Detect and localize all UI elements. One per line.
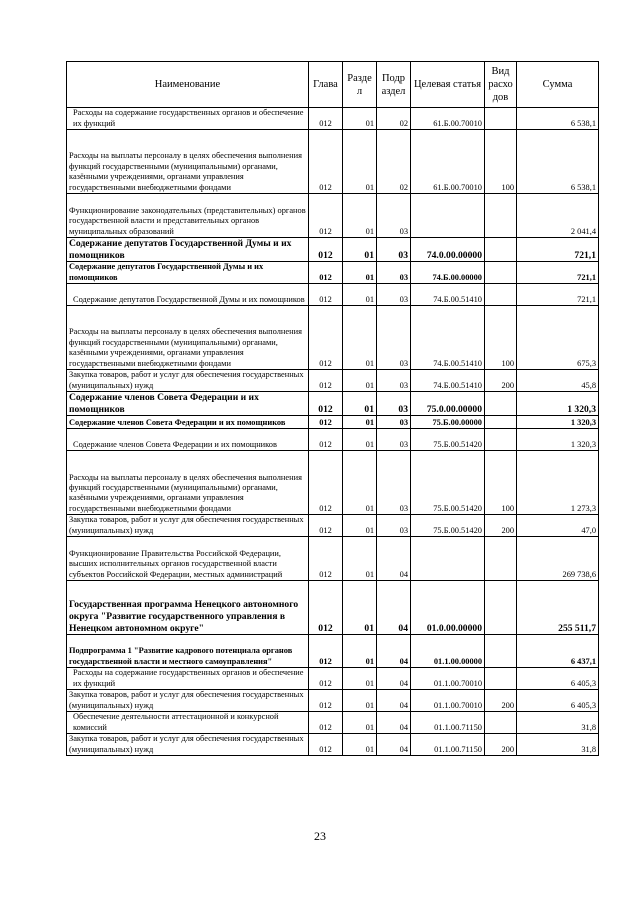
row-glava-cell: 012: [309, 392, 343, 416]
row-vid-cell: [485, 712, 517, 734]
row-name-cell: Подпрограмма 1 "Развитие кадрового потенциала органов государственной власти и местного самоуправления": [67, 635, 309, 668]
table-row: [67, 284, 599, 306]
row-podrazdel-cell: 03: [377, 306, 411, 370]
row-target-cell: 74.Б.00.51410: [411, 370, 485, 392]
row-glava-cell: 012: [309, 238, 343, 262]
row-sum-cell: 6 405,3: [517, 690, 599, 712]
row-target-cell: 75.0.00.00000: [411, 392, 485, 416]
row-glava-cell: 012: [309, 284, 343, 306]
row-target-cell: 74.0.00.00000: [411, 238, 485, 262]
row-vid-cell: [485, 416, 517, 429]
row-name-cell: Закупка товаров, работ и услуг для обеспечения государственных (муниципальных) нужд: [67, 734, 309, 756]
row-name-cell: Содержание депутатов Государственной Думы и их помощников: [67, 284, 309, 306]
row-podrazdel-cell: 03: [377, 194, 411, 238]
row-glava-cell: 012: [309, 130, 343, 194]
row-target-cell: 74.Б.00.00000: [411, 262, 485, 284]
table-row: [67, 668, 599, 690]
budget-table: [66, 61, 599, 756]
row-target-cell: 75.Б.00.51420: [411, 515, 485, 537]
table-row: [67, 581, 599, 635]
row-target-cell: 74.Б.00.51410: [411, 306, 485, 370]
row-target-cell: 75.Б.00.00000: [411, 416, 485, 429]
row-podrazdel-cell: 04: [377, 734, 411, 756]
row-vid-cell: 200: [485, 370, 517, 392]
row-vid-cell: [485, 262, 517, 284]
row-sum-cell: 47,0: [517, 515, 599, 537]
row-razdel-cell: 01: [343, 515, 377, 537]
row-vid-cell: [485, 238, 517, 262]
row-podrazdel-cell: 03: [377, 238, 411, 262]
row-sum-cell: 1 320,3: [517, 429, 599, 451]
row-target-cell: 01.1.00.71150: [411, 734, 485, 756]
header-podrazdel: Подр аздел: [377, 62, 411, 108]
row-podrazdel-cell: 02: [377, 130, 411, 194]
row-sum-cell: 2 041,4: [517, 194, 599, 238]
row-name-cell: Обеспечение деятельности аттестационной и конкурсной комиссий: [67, 712, 309, 734]
row-podrazdel-cell: 04: [377, 712, 411, 734]
row-glava-cell: 012: [309, 734, 343, 756]
row-sum-cell: 6 538,1: [517, 108, 599, 130]
row-sum-cell: 269 738,6: [517, 537, 599, 581]
row-podrazdel-cell: 03: [377, 416, 411, 429]
row-sum-cell: 6 405,3: [517, 668, 599, 690]
row-glava-cell: 012: [309, 712, 343, 734]
row-sum-cell: 45,8: [517, 370, 599, 392]
header-glava: Глава: [309, 62, 343, 108]
table-row: [67, 130, 599, 194]
row-sum-cell: 6 538,1: [517, 130, 599, 194]
row-sum-cell: 31,8: [517, 712, 599, 734]
row-podrazdel-cell: 03: [377, 429, 411, 451]
row-vid-cell: 200: [485, 515, 517, 537]
row-podrazdel-cell: 04: [377, 635, 411, 668]
row-glava-cell: 012: [309, 690, 343, 712]
table-row: [67, 451, 599, 515]
row-glava-cell: 012: [309, 370, 343, 392]
row-razdel-cell: 01: [343, 262, 377, 284]
row-target-cell: 01.1.00.00000: [411, 635, 485, 668]
row-target-cell: [411, 194, 485, 238]
row-podrazdel-cell: 03: [377, 370, 411, 392]
row-target-cell: 61.Б.00.70010: [411, 108, 485, 130]
row-target-cell: 61.Б.00.70010: [411, 130, 485, 194]
table-row: [67, 238, 599, 262]
row-razdel-cell: 01: [343, 581, 377, 635]
row-vid-cell: [485, 537, 517, 581]
row-vid-cell: 200: [485, 690, 517, 712]
row-vid-cell: [485, 581, 517, 635]
row-target-cell: 75.Б.00.51420: [411, 429, 485, 451]
row-sum-cell: 1 320,3: [517, 416, 599, 429]
row-glava-cell: 012: [309, 451, 343, 515]
row-razdel-cell: 01: [343, 238, 377, 262]
row-glava-cell: 012: [309, 262, 343, 284]
row-name-cell: Расходы на содержание государственных органов и обеспечение их функций: [67, 668, 309, 690]
table-row: [67, 416, 599, 429]
row-sum-cell: 31,8: [517, 734, 599, 756]
row-razdel-cell: 01: [343, 734, 377, 756]
row-razdel-cell: 01: [343, 537, 377, 581]
row-podrazdel-cell: 03: [377, 284, 411, 306]
row-vid-cell: [485, 108, 517, 130]
row-target-cell: 01.1.00.70010: [411, 668, 485, 690]
row-glava-cell: 012: [309, 537, 343, 581]
row-razdel-cell: 01: [343, 451, 377, 515]
header-razdel: Разде л: [343, 62, 377, 108]
row-vid-cell: [485, 392, 517, 416]
row-vid-cell: [485, 635, 517, 668]
row-sum-cell: 255 511,7: [517, 581, 599, 635]
row-podrazdel-cell: 02: [377, 108, 411, 130]
row-name-cell: Функционирование законодательных (представительных) органов государственной власти и представительных органов муниципальных образований: [67, 194, 309, 238]
row-name-cell: Расходы на выплаты персоналу в целях обеспечения выполнения функций государственными (муниципальными) органами, казёнными учреждениями, органами управления государственными внебюджетными фондами: [67, 306, 309, 370]
row-target-cell: [411, 537, 485, 581]
row-razdel-cell: 01: [343, 690, 377, 712]
row-glava-cell: 012: [309, 581, 343, 635]
table-row: [67, 306, 599, 370]
row-razdel-cell: 01: [343, 130, 377, 194]
row-razdel-cell: 01: [343, 429, 377, 451]
row-name-cell: Государственная программа Ненецкого автономного округа "Развитие государственного управления в Ненецком автономном округе": [67, 581, 309, 635]
table-row: [67, 429, 599, 451]
row-glava-cell: 012: [309, 429, 343, 451]
row-sum-cell: 721,1: [517, 238, 599, 262]
row-name-cell: Расходы на содержание государственных органов и обеспечение их функций: [67, 108, 309, 130]
row-podrazdel-cell: 04: [377, 690, 411, 712]
row-name-cell: Расходы на выплаты персоналу в целях обеспечения выполнения функций государственными (муниципальными) органами, казёнными учреждениями, органами управления государственными внебюджетными фондами: [67, 130, 309, 194]
row-razdel-cell: 01: [343, 668, 377, 690]
table-row: [67, 537, 599, 581]
row-podrazdel-cell: 04: [377, 581, 411, 635]
row-podrazdel-cell: 03: [377, 515, 411, 537]
row-glava-cell: 012: [309, 108, 343, 130]
header-sum: Сумма: [517, 62, 599, 108]
row-vid-cell: 100: [485, 130, 517, 194]
page-number: 23: [314, 829, 326, 843]
row-glava-cell: 012: [309, 515, 343, 537]
table-row: [67, 734, 599, 756]
row-vid-cell: [485, 284, 517, 306]
row-razdel-cell: 01: [343, 712, 377, 734]
row-razdel-cell: 01: [343, 416, 377, 429]
row-name-cell: Закупка товаров, работ и услуг для обеспечения государственных (муниципальных) нужд: [67, 370, 309, 392]
table-row: [67, 370, 599, 392]
row-name-cell: Функционирование Правительства Российской Федерации, высших исполнительных органов государственной власти субъектов Российской Федерации, местных администраций: [67, 537, 309, 581]
row-razdel-cell: 01: [343, 635, 377, 668]
row-razdel-cell: 01: [343, 306, 377, 370]
header-target: Целевая статья: [411, 62, 485, 108]
table-row: [67, 635, 599, 668]
table-row: [67, 712, 599, 734]
row-razdel-cell: 01: [343, 108, 377, 130]
row-target-cell: 01.1.00.70010: [411, 690, 485, 712]
row-sum-cell: 675,3: [517, 306, 599, 370]
header-name: Наименование: [67, 62, 309, 108]
row-target-cell: 01.1.00.71150: [411, 712, 485, 734]
row-podrazdel-cell: 04: [377, 537, 411, 581]
row-vid-cell: [485, 668, 517, 690]
row-vid-cell: 200: [485, 734, 517, 756]
row-podrazdel-cell: 04: [377, 668, 411, 690]
row-glava-cell: 012: [309, 635, 343, 668]
row-target-cell: 74.Б.00.51410: [411, 284, 485, 306]
table-row: [67, 515, 599, 537]
row-vid-cell: [485, 194, 517, 238]
row-podrazdel-cell: 03: [377, 392, 411, 416]
row-glava-cell: 012: [309, 194, 343, 238]
row-vid-cell: [485, 429, 517, 451]
row-target-cell: 01.0.00.00000: [411, 581, 485, 635]
table-row: [67, 108, 599, 130]
table-row: [67, 392, 599, 416]
row-name-cell: Содержание членов Совета Федерации и их помощников: [67, 429, 309, 451]
row-name-cell: Содержание депутатов Государственной Думы и их помощников: [67, 262, 309, 284]
row-sum-cell: 721,1: [517, 262, 599, 284]
row-name-cell: Содержание членов Совета Федерации и их помощников: [67, 392, 309, 416]
header-vid: Вид расхо дов: [485, 62, 517, 108]
row-name-cell: Содержание членов Совета Федерации и их помощников: [67, 416, 309, 429]
row-sum-cell: 6 437,1: [517, 635, 599, 668]
row-sum-cell: 721,1: [517, 284, 599, 306]
row-vid-cell: 100: [485, 451, 517, 515]
row-razdel-cell: 01: [343, 284, 377, 306]
row-razdel-cell: 01: [343, 392, 377, 416]
row-name-cell: Закупка товаров, работ и услуг для обеспечения государственных (муниципальных) нужд: [67, 515, 309, 537]
row-glava-cell: 012: [309, 668, 343, 690]
row-razdel-cell: 01: [343, 194, 377, 238]
table-row: [67, 690, 599, 712]
table-row: [67, 194, 599, 238]
row-target-cell: 75.Б.00.51420: [411, 451, 485, 515]
row-name-cell: Содержание депутатов Государственной Думы и их помощников: [67, 238, 309, 262]
row-vid-cell: 100: [485, 306, 517, 370]
row-razdel-cell: 01: [343, 370, 377, 392]
row-name-cell: Расходы на выплаты персоналу в целях обеспечения выполнения функций государственными (муниципальными) органами, казёнными учреждениями, органами управления государственными внебюджетными фондами: [67, 451, 309, 515]
row-glava-cell: 012: [309, 416, 343, 429]
row-podrazdel-cell: 03: [377, 451, 411, 515]
row-glava-cell: 012: [309, 306, 343, 370]
row-podrazdel-cell: 03: [377, 262, 411, 284]
row-name-cell: Закупка товаров, работ и услуг для обеспечения государственных (муниципальных) нужд: [67, 690, 309, 712]
row-sum-cell: 1 273,3: [517, 451, 599, 515]
table-row: [67, 262, 599, 284]
row-sum-cell: 1 320,3: [517, 392, 599, 416]
table-header-row: [67, 62, 599, 108]
